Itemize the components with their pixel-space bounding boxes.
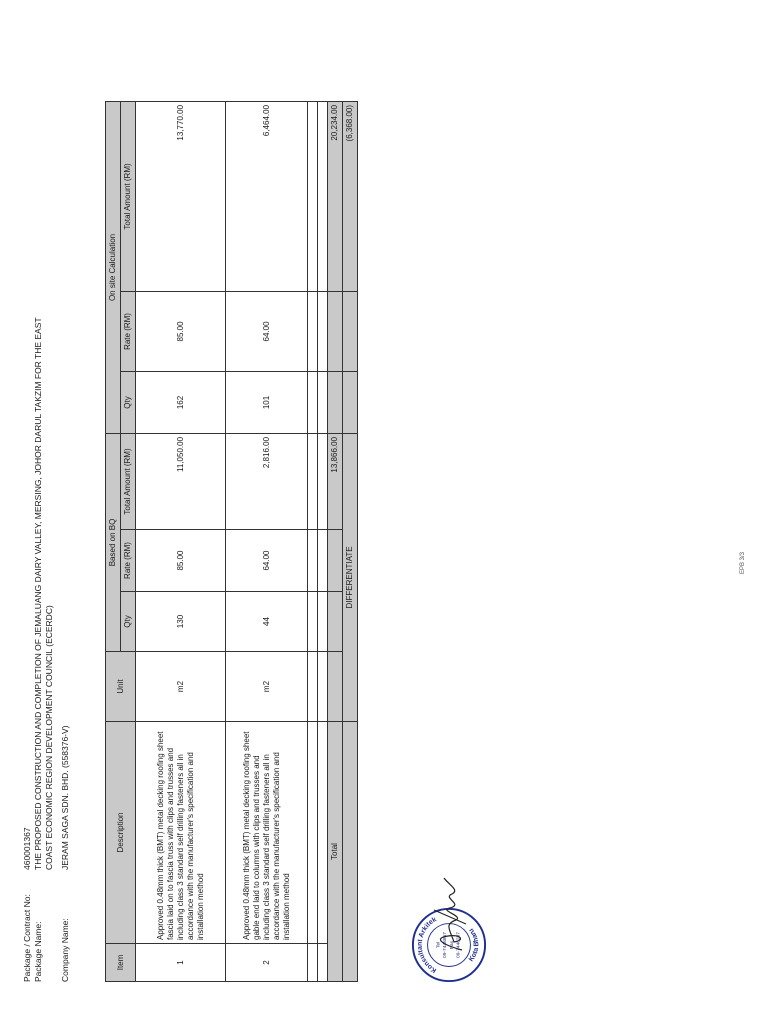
bq-qty-cell: 44 [226,592,308,652]
total-label: Total [328,722,343,982]
item-header: Item [106,944,136,982]
svg-text:09-7448287: 09-7448287 [456,932,462,958]
site-qty-header: Qty [121,371,136,433]
site-total-cell: 6,464.00 [226,101,308,291]
item-cell: 2 [226,944,308,982]
svg-text:Tel: Tel [436,941,442,949]
bq-rate-cell: 85.00 [136,530,226,592]
table-row [226,101,308,981]
unit-cell: m2 [226,652,308,722]
package-name-line1: THE PROPOSED CONSTRUCTION AND COMPLETION OF JEMALUANG DAIRY VALLEY, MERSING, JOHOR DARUL TAKZIM FOR THE EAST [33,317,43,870]
bq-rate-header: Rate (RM) [121,530,136,592]
unit-header: Unit [106,652,136,722]
description-cell: Approved 0.48mm thick (BMT) metal decking roofing sheet gable end laid to columns with clips and trusses and including class 3 standard self drilling fasteners all in accordance with the manufacturer's specification and installation method [226,722,308,944]
bq-rate-cell: 64.00 [226,530,308,592]
site-qty-cell: 162 [136,371,226,433]
differentiate-row [343,101,358,981]
site-total-header: Total Amount (RM) [121,101,136,291]
site-rate-cell: 85.00 [136,291,226,371]
differentiate-value: (6,368.00) [343,101,358,291]
svg-text:Kota Bharu: Kota Bharu [467,926,481,964]
site-rate-cell: 64.00 [226,291,308,371]
site-grand-total: 20,234.00 [328,101,343,291]
bq-grand-total: 13,866.00 [328,433,343,529]
total-row [328,101,343,981]
svg-text:Konsultant Arkitek: Konsultant Arkitek [416,916,438,974]
description-cell: Approved 0.48mm thick (BMT) metal decking roofing sheet fascia laid on to fascia truss with clips and trusses and including class 3 standard self drilling fasteners all in accordance with the manufacturer's specification and installation method [136,722,226,944]
contract-number: 460001367 [22,827,32,870]
contract-label: Package / Contract No: [22,894,32,982]
site-qty-cell: 101 [226,371,308,433]
site-rate-header: Rate (RM) [121,291,136,371]
table-row [136,101,226,981]
site-total-cell: 13,770.00 [136,101,226,291]
company-label: Company Name: [60,918,70,982]
on-site-header: On site Calculation [106,101,121,433]
page-footer: EPB 3/3 [740,551,746,574]
bq-total-header: Total Amount (RM) [121,433,136,529]
header-row-1 [106,101,121,981]
bq-qty-header: Qty [121,592,136,652]
based-on-bq-header: Based on BQ [106,433,121,651]
package-name-line2: COAST ECONOMIC REGION DEVELOPMENT COUNCIL (ECERDC) [44,605,54,870]
unit-cell: m2 [136,652,226,722]
item-cell: 1 [136,944,226,982]
signature [430,874,470,954]
spacer-row [318,101,328,981]
bq-total-cell: 11,050.00 [136,433,226,529]
bq-qty-cell: 130 [136,592,226,652]
svg-text:Fax: Fax [449,940,455,950]
company-name: JERAM SAGA SDN. BHD. (558376-V) [60,725,70,870]
description-header: Description [106,722,136,944]
svg-text:09-7448867: 09-7448867 [443,932,449,958]
package-label: Package Name: [33,921,43,982]
boq-table [105,101,358,982]
differentiate-label: DIFFERENTIATE [343,433,358,721]
spacer-row [308,101,318,981]
bq-total-cell: 2,816.00 [226,433,308,529]
